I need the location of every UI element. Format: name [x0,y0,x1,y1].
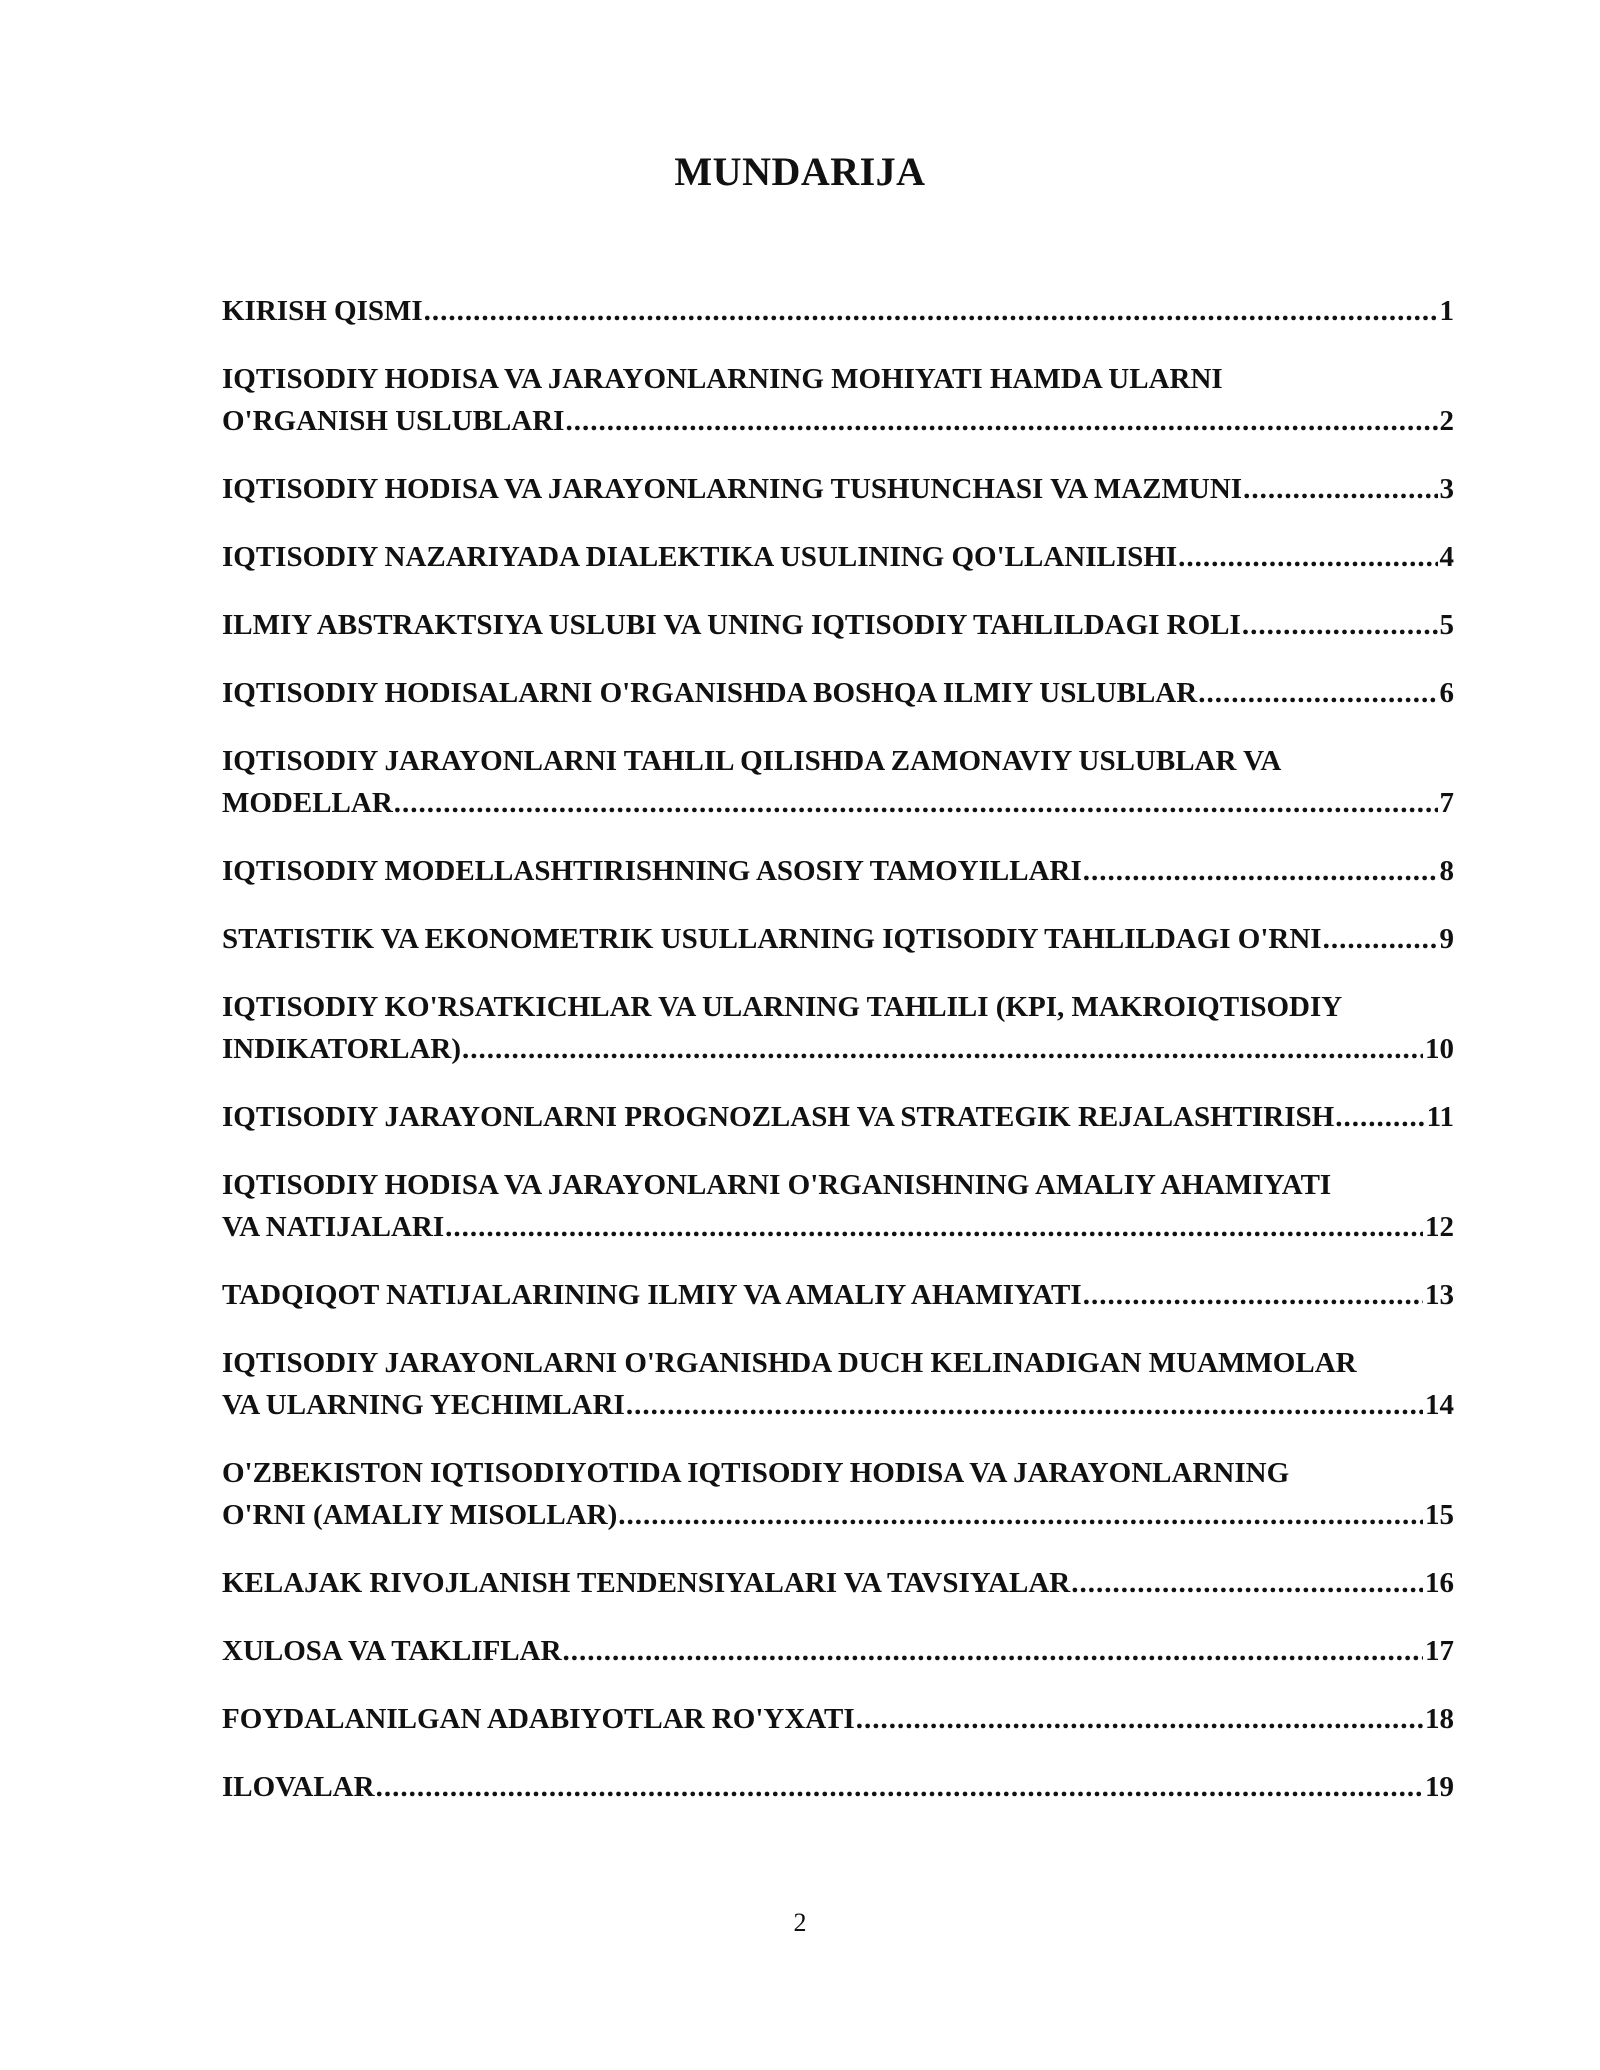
toc-entry[interactable] [222,358,1454,442]
toc-entry-page-number: 11 [1426,1101,1454,1133]
toc-entry-title-line: IQTISODIY HODISA VA JARAYONLARNI O'RGANISHNING AMALIY AHAMIYATI [222,1169,1332,1201]
toc-entry-leader-line [222,468,1454,510]
toc-entry-title-line: INDIKATORLAR) [222,1033,462,1065]
toc-entry-title-line: IQTISODIY JARAYONLARNI O'RGANISHDA DUCH KELINADIGAN MUAMMOLAR [222,1347,1357,1379]
toc-entry[interactable] [222,604,1454,646]
toc-entry-leader-line [222,400,1454,442]
toc-entry-leader-line [222,1274,1454,1316]
toc-entry-title-line: O'RNI (AMALIY MISOLLAR) [222,1499,618,1531]
page-title: MUNDARIJA [674,149,926,194]
toc-entry-leader-line [222,1028,1454,1070]
toc-entry-title-line: VA NATIJALARI [222,1211,445,1243]
dot-leader [856,1698,1423,1740]
toc-entry-page-number: 10 [1425,1033,1454,1065]
toc-entry-leader-line [222,782,1454,824]
toc-entry-title-line: VA ULARNING YECHIMLARI [222,1389,625,1421]
toc-entry[interactable] [222,850,1454,892]
toc-entry-page-number: 15 [1425,1499,1454,1531]
toc-entry-title-line: O'RGANISH USLUBLARI [222,405,565,437]
dot-leader [424,290,1438,332]
dot-leader [1242,604,1438,646]
toc-entry[interactable] [222,1562,1454,1604]
toc-entry-leader-line [222,1562,1454,1604]
toc-entry-title-line: STATISTIK VA EKONOMETRIK USULLARNING IQTISODIY TAHLILDAGI O'RNI [222,923,1322,955]
toc-entry-title-line: KELAJAK RIVOJLANISH TENDENSIYALARI VA TAVSIYALAR [222,1567,1071,1599]
toc-entry-page-number: 13 [1425,1279,1454,1311]
toc-entry-title-line: O'ZBEKISTON IQTISODIYOTIDA IQTISODIY HODISA VA JARAYONLARNING [222,1457,1290,1489]
toc-entry-page-number: 1 [1439,295,1454,327]
toc-entry[interactable] [222,468,1454,510]
dot-leader [376,1766,1423,1808]
toc-entry[interactable] [222,986,1454,1070]
toc-entry[interactable] [222,1274,1454,1316]
toc-entry-leader-line [222,1630,1454,1672]
dot-leader [1083,850,1438,892]
toc-entry[interactable] [222,672,1454,714]
toc-entry-leader-line [222,1384,1454,1426]
dot-leader [1083,1274,1423,1316]
toc-entry-page-number: 19 [1425,1771,1454,1803]
toc-entry-leader-line [222,1698,1454,1740]
toc-entry-page-number: 17 [1425,1635,1454,1667]
toc-entry-page-number: 18 [1425,1703,1454,1735]
toc-entry-page-number: 5 [1439,609,1454,641]
toc-entry-page-number: 4 [1439,541,1454,573]
toc-entry-page-number: 9 [1439,923,1454,955]
dot-leader [1178,536,1437,578]
toc-entry-page-number: 14 [1425,1389,1454,1421]
toc-entry-title-line: ILOVALAR [222,1771,375,1803]
dot-leader [618,1494,1423,1536]
dot-leader [1243,468,1437,510]
toc-entry-leader-line [222,536,1454,578]
toc-entry-leader-line [222,604,1454,646]
toc-entry[interactable] [222,740,1454,824]
dot-leader [1071,1562,1423,1604]
dot-leader [626,1384,1423,1426]
toc-entry[interactable] [222,536,1454,578]
dot-leader [565,400,1437,442]
toc-entry[interactable] [222,1766,1454,1808]
dot-leader [462,1028,1423,1070]
toc-entry-leader-line [222,918,1454,960]
toc-entry[interactable] [222,1630,1454,1672]
table-of-contents [222,290,1454,1834]
toc-entry-leader-line [222,1206,1454,1248]
toc-entry-leader-line [222,1766,1454,1808]
dot-leader [1335,1096,1424,1138]
toc-entry-title-line: IQTISODIY MODELLASHTIRISHNING ASOSIY TAMOYILLARI [222,855,1082,887]
dot-leader [563,1630,1423,1672]
dot-leader [445,1206,1423,1248]
toc-entry-title-line: IQTISODIY HODISA VA JARAYONLARNING TUSHUNCHASI VA MAZMUNI [222,473,1243,505]
toc-entry-title-line: IQTISODIY NAZARIYADA DIALEKTIKA USULINING QO'LLANILISHI [222,541,1178,573]
toc-entry-title-line: FOYDALANILGAN ADABIYOTLAR RO'YXATI [222,1703,855,1735]
toc-entry-title-line: ILMIY ABSTRAKTSIYA USLUBI VA UNING IQTISODIY TAHLILDAGI ROLI [222,609,1241,641]
toc-entry[interactable] [222,918,1454,960]
toc-entry-title-line: MODELLAR [222,787,393,819]
toc-entry[interactable] [222,1096,1454,1138]
toc-entry-title-line: KIRISH QISMI [222,295,423,327]
toc-entry-title-line: XULOSA VA TAKLIFLAR [222,1635,562,1667]
toc-entry-title-line: IQTISODIY JARAYONLARNI TAHLIL QILISHDA ZAMONAVIY USLUBLAR VA [222,745,1282,777]
toc-entry[interactable] [222,1698,1454,1740]
toc-entry-page-number: 7 [1439,787,1454,819]
toc-entry-page-number: 12 [1425,1211,1454,1243]
toc-entry-page-number: 3 [1439,473,1454,505]
toc-entry-page-number: 6 [1439,677,1454,709]
toc-entry-leader-line [222,290,1454,332]
toc-entry-leader-line [222,1096,1454,1138]
toc-entry-leader-line [222,1494,1454,1536]
dot-leader [1198,672,1437,714]
toc-entry-title-line: IQTISODIY HODISALARNI O'RGANISHDA BOSHQA ILMIY USLUBLAR [222,677,1198,709]
toc-entry-page-number: 8 [1439,855,1454,887]
toc-entry[interactable] [222,1452,1454,1536]
toc-entry-title-line: TADQIQOT NATIJALARINING ILMIY VA AMALIY AHAMIYATI [222,1279,1082,1311]
toc-entry-page-number: 2 [1439,405,1454,437]
page-number: 2 [793,1908,807,1937]
toc-entry-leader-line [222,672,1454,714]
dot-leader [1323,918,1438,960]
toc-entry-title-line: IQTISODIY HODISA VA JARAYONLARNING MOHIYATI HAMDA ULARNI [222,363,1223,395]
dot-leader [394,782,1438,824]
toc-entry-page-number: 16 [1425,1567,1454,1599]
toc-entry-title-line: IQTISODIY KO'RSATKICHLAR VA ULARNING TAHLILI (KPI, MAKROIQTISODIY [222,991,1343,1023]
toc-entry[interactable] [222,1342,1454,1426]
toc-entry[interactable] [222,1164,1454,1248]
toc-entry-title-line: IQTISODIY JARAYONLARNI PROGNOZLASH VA STRATEGIK REJALASHTIRISH [222,1101,1335,1133]
toc-entry[interactable] [222,290,1454,332]
toc-entry-leader-line [222,850,1454,892]
